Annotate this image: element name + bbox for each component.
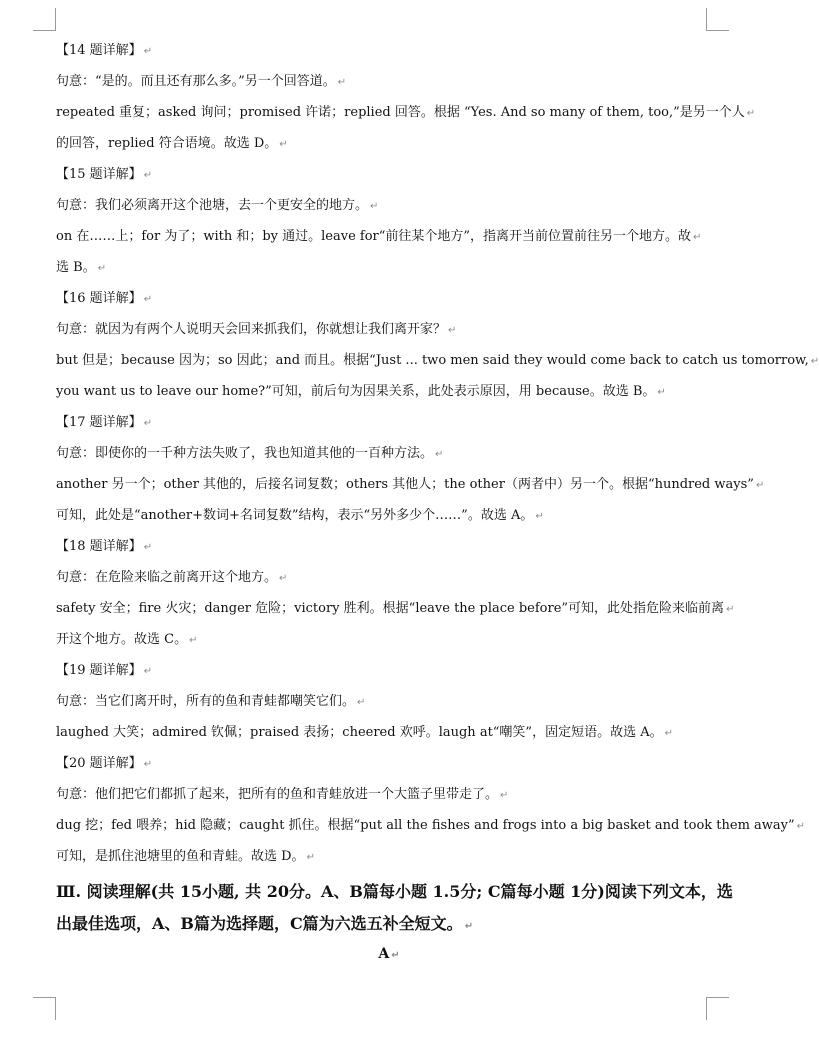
paragraph-mark-icon: ↵ [657, 387, 666, 398]
paragraph-mark-icon: ↵ [337, 77, 347, 88]
line-text: 【18 题详解】 [56, 539, 142, 554]
explanation-line [56, 779, 712, 810]
page-corner-mark-bottom-left [33, 997, 56, 1020]
page-corner-mark-top-left [33, 8, 56, 31]
explanation-line [56, 593, 735, 624]
question-heading [56, 655, 712, 686]
page-corner-mark-bottom-right [706, 997, 729, 1020]
explanation-line [56, 128, 712, 159]
paragraph-mark-icon: ↵ [143, 666, 153, 677]
paragraph-mark-icon: ↵ [664, 728, 673, 739]
paragraph-mark-icon: ↵ [391, 950, 400, 961]
line-text: 句意：即使你的一千种方法失败了，我也知道其他的一百种方法。 [56, 446, 434, 461]
paragraph-mark-icon: ↵ [435, 449, 444, 460]
section-heading-line [56, 908, 712, 940]
paragraph-mark-icon: ↵ [370, 201, 379, 212]
line-text: 句意：当它们离开时，所有的鱼和青蛙都嘲笑它们。 [56, 694, 356, 709]
explanation-line [56, 66, 712, 97]
explanation-line [56, 252, 712, 283]
question-heading [56, 407, 712, 438]
paragraph-mark-icon: ↵ [535, 511, 544, 522]
explanation-line [56, 624, 712, 655]
question-heading [56, 283, 712, 314]
paragraph-mark-icon: ↵ [810, 356, 819, 367]
paragraph-mark-icon: ↵ [796, 821, 806, 832]
line-text: 句意：“是的。而且还有那么多。”另一个回答道。 [56, 74, 336, 89]
explanation-line [56, 717, 712, 748]
line-text: 可知，此处是“another+数词+名词复数”结构，表示“另外多少个……”。故选 A。 [56, 508, 534, 523]
paragraph-mark-icon: ↵ [143, 294, 153, 305]
explanation-line [56, 376, 712, 407]
explanation-line [56, 97, 756, 128]
explanation-line [56, 841, 712, 872]
line-text: 句意：在危险来临之前离开这个地方。 [56, 570, 278, 585]
line-text: 【19 题详解】 [56, 663, 142, 678]
line-text: 句意：他们把它们都抓了起来，把所有的鱼和青蛙放进一个大篮子里带走了。 [56, 787, 499, 802]
line-text: but 但是；because 因为；so 因此；and 而且。根据“Just ... two men said they would come back to catch us tomorrow, [56, 353, 809, 368]
explanation-line [56, 345, 819, 376]
explanation-line [56, 686, 712, 717]
paragraph-mark-icon: ↵ [279, 573, 288, 584]
explanation-line [56, 314, 712, 345]
part-label [56, 940, 712, 968]
paragraph-mark-icon: ↵ [189, 635, 198, 646]
line-text: 可知，是抓住池塘里的鱼和青蛙。故选 D。 [56, 849, 305, 864]
explanation-line [56, 500, 712, 531]
line-text: repeated 重复；asked 询问；promised 许诺；replied 回答。根据 “Yes. And so many of them, too,”是另一个人 [56, 105, 745, 120]
line-text: 【16 题详解】 [56, 291, 142, 306]
explanation-line [56, 190, 712, 221]
page-corner-mark-top-right [706, 8, 729, 31]
paragraph-mark-icon: ↵ [143, 759, 153, 770]
paragraph-mark-icon: ↵ [500, 790, 509, 801]
section-heading-line [56, 876, 733, 908]
line-text: on 在……上；for 为了；with 和；by 通过。leave for“前往某个地方”，指离开当前位置前往另一个地方。故 [56, 229, 692, 244]
paragraph-mark-icon: ↵ [279, 139, 288, 150]
section-heading-text: 出最佳选项，A、B篇为选择题，C篇为六选五补全短文。 [56, 914, 463, 933]
line-text: 句意：就因为有两个人说明天会回来抓我们，你就想让我们离开家？ [56, 322, 447, 337]
paragraph-mark-icon: ↵ [357, 697, 366, 708]
paragraph-mark-icon: ↵ [143, 542, 153, 553]
question-heading [56, 159, 712, 190]
paragraph-mark-icon: ↵ [464, 921, 474, 932]
question-heading [56, 35, 712, 66]
explanation-line [56, 469, 765, 500]
paragraph-mark-icon: ↵ [755, 480, 765, 491]
paragraph-mark-icon: ↵ [143, 418, 153, 429]
question-heading [56, 531, 712, 562]
explanation-line [56, 221, 712, 252]
explanation-line [56, 438, 712, 469]
document-body [56, 35, 819, 968]
line-text: safety 安全；fire 火灾；danger 危险；victory 胜利。根据“leave the place before”可知，此处指危险来临前离 [56, 601, 725, 616]
paragraph-mark-icon: ↵ [726, 604, 735, 615]
paragraph-mark-icon: ↵ [143, 170, 153, 181]
paragraph-mark-icon: ↵ [143, 46, 153, 57]
explanation-line [56, 810, 806, 841]
answer-explanations [56, 35, 819, 872]
line-text: 【17 题详解】 [56, 415, 142, 430]
section-heading [56, 876, 733, 940]
question-heading [56, 748, 712, 779]
line-text: 【14 题详解】 [56, 43, 142, 58]
paragraph-mark-icon: ↵ [746, 108, 756, 119]
line-text: 的回答，replied 符合语境。故选 D。 [56, 136, 278, 151]
line-text: 【15 题详解】 [56, 167, 142, 182]
paragraph-mark-icon: ↵ [306, 852, 315, 863]
line-text: you want us to leave our home?”可知，前后句为因果关系，此处表示原因，用 because。故选 B。 [56, 384, 656, 399]
paragraph-mark-icon: ↵ [448, 325, 457, 336]
line-text: laughed 大笑；admired 钦佩；praised 表扬；cheered 欢呼。laugh at“嘲笑”，固定短语。故选 A。 [56, 725, 663, 740]
line-text: another 另一个；other 其他的，后接名词复数；others 其他人；the other（两者中）另一个。根据“hundred ways” [56, 477, 754, 492]
line-text: 开这个地方。故选 C。 [56, 632, 188, 647]
section-heading-text: Ⅲ. 阅读理解(共 15小题, 共 20分。A、B篇每小题 1.5分; C篇每小题 1分)阅读下列文本，选 [56, 882, 733, 901]
line-text: 选 B。 [56, 260, 96, 275]
line-text: 【20 题详解】 [56, 756, 142, 771]
paragraph-mark-icon: ↵ [693, 232, 702, 243]
part-label-text: A [378, 946, 390, 962]
line-text: 句意：我们必须离开这个池塘，去一个更安全的地方。 [56, 198, 369, 213]
line-text: dug 挖；fed 喂养；hid 隐藏；caught 抓住。根据“put all the fishes and frogs into a big basket and took them away” [56, 818, 795, 833]
explanation-line [56, 562, 712, 593]
paragraph-mark-icon: ↵ [97, 263, 107, 274]
